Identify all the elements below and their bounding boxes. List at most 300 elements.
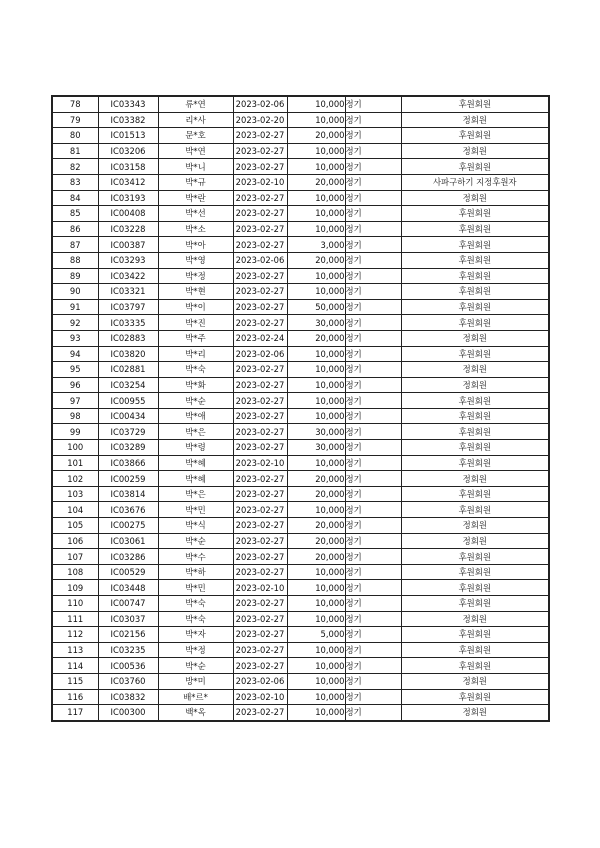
payment-date-cell: 2023-02-10	[233, 580, 287, 596]
amount-cell: 10,000	[287, 705, 345, 721]
row-number-cell: 110	[52, 596, 98, 612]
member-name-cell: 박*숙	[158, 596, 233, 612]
payment-date-cell: 2023-02-27	[233, 143, 287, 159]
payment-type-cell: 정기	[345, 362, 401, 378]
member-name-cell: 박*주	[158, 330, 233, 346]
payment-date-cell: 2023-02-20	[233, 112, 287, 128]
payment-date-cell: 2023-02-06	[233, 252, 287, 268]
row-number-cell: 114	[52, 658, 98, 674]
member-name-cell: 박*식	[158, 518, 233, 534]
payment-date-cell: 2023-02-27	[233, 596, 287, 612]
member-id-cell: IC00747	[98, 596, 158, 612]
member-name-cell: 박*순	[158, 533, 233, 549]
payment-date-cell: 2023-02-27	[233, 502, 287, 518]
payment-type-cell: 정기	[345, 689, 401, 705]
row-number-cell: 89	[52, 268, 98, 284]
table-row	[52, 596, 549, 612]
member-id-cell: IC00434	[98, 408, 158, 424]
row-number-cell: 104	[52, 502, 98, 518]
amount-cell: 20,000	[287, 533, 345, 549]
amount-cell: 20,000	[287, 486, 345, 502]
member-category-cell: 후원회원	[401, 206, 549, 222]
amount-cell: 30,000	[287, 315, 345, 331]
amount-cell: 10,000	[287, 673, 345, 689]
member-id-cell: IC03797	[98, 299, 158, 315]
table-row	[52, 642, 549, 658]
member-category-cell: 후원회원	[401, 284, 549, 300]
row-number-cell: 108	[52, 564, 98, 580]
member-category-cell: 후원회원	[401, 486, 549, 502]
member-name-cell: 류*연	[158, 96, 233, 112]
payment-type-cell: 정기	[345, 408, 401, 424]
payment-date-cell: 2023-02-27	[233, 705, 287, 721]
table-row	[52, 315, 549, 331]
payment-date-cell: 2023-02-27	[233, 549, 287, 565]
member-category-cell: 후원회원	[401, 424, 549, 440]
member-id-cell: IC03235	[98, 642, 158, 658]
member-category-cell: 후원회원	[401, 408, 549, 424]
payment-date-cell: 2023-02-27	[233, 424, 287, 440]
member-category-cell: 후원회원	[401, 315, 549, 331]
member-id-cell: IC03037	[98, 611, 158, 627]
member-id-cell: IC03448	[98, 580, 158, 596]
member-id-cell: IC02881	[98, 362, 158, 378]
amount-cell: 10,000	[287, 143, 345, 159]
payment-type-cell: 정기	[345, 440, 401, 456]
payment-type-cell: 정기	[345, 518, 401, 534]
row-number-cell: 95	[52, 362, 98, 378]
amount-cell: 10,000	[287, 206, 345, 222]
table-row	[52, 533, 549, 549]
payment-date-cell: 2023-02-27	[233, 440, 287, 456]
payment-type-cell: 정기	[345, 627, 401, 643]
amount-cell: 10,000	[287, 455, 345, 471]
member-id-cell: IC03412	[98, 174, 158, 190]
row-number-cell: 117	[52, 705, 98, 721]
member-id-cell: IC03293	[98, 252, 158, 268]
member-category-cell: 후원회원	[401, 221, 549, 237]
member-category-cell: 후원회원	[401, 627, 549, 643]
member-name-cell: 박*순	[158, 658, 233, 674]
amount-cell: 20,000	[287, 518, 345, 534]
member-id-cell: IC03382	[98, 112, 158, 128]
payment-type-cell: 정기	[345, 377, 401, 393]
member-category-cell: 정회원	[401, 673, 549, 689]
member-category-cell: 후원회원	[401, 642, 549, 658]
payment-type-cell: 정기	[345, 112, 401, 128]
payment-type-cell: 정기	[345, 580, 401, 596]
row-number-cell: 91	[52, 299, 98, 315]
payment-type-cell: 정기	[345, 549, 401, 565]
amount-cell: 10,000	[287, 96, 345, 112]
row-number-cell: 84	[52, 190, 98, 206]
amount-cell: 10,000	[287, 642, 345, 658]
member-category-cell: 후원회원	[401, 159, 549, 175]
amount-cell: 10,000	[287, 689, 345, 705]
table-row	[52, 424, 549, 440]
payment-date-cell: 2023-02-27	[233, 284, 287, 300]
payment-date-cell: 2023-02-27	[233, 627, 287, 643]
payment-type-cell: 정기	[345, 96, 401, 112]
payment-date-cell: 2023-02-10	[233, 689, 287, 705]
member-category-cell: 후원회원	[401, 440, 549, 456]
amount-cell: 10,000	[287, 564, 345, 580]
member-id-cell: IC00300	[98, 705, 158, 721]
member-category-cell: 후원회원	[401, 658, 549, 674]
member-category-cell: 정회원	[401, 518, 549, 534]
member-name-cell: 박*진	[158, 315, 233, 331]
member-id-cell: IC02156	[98, 627, 158, 643]
amount-cell: 10,000	[287, 580, 345, 596]
amount-cell: 5,000	[287, 627, 345, 643]
member-category-cell: 후원회원	[401, 237, 549, 253]
row-number-cell: 116	[52, 689, 98, 705]
member-category-cell: 후원회원	[401, 96, 549, 112]
row-number-cell: 88	[52, 252, 98, 268]
member-name-cell: 박*화	[158, 377, 233, 393]
member-id-cell: IC00275	[98, 518, 158, 534]
row-number-cell: 87	[52, 237, 98, 253]
payment-type-cell: 정기	[345, 424, 401, 440]
member-name-cell: 박*리	[158, 346, 233, 362]
row-number-cell: 105	[52, 518, 98, 534]
member-id-cell: IC03228	[98, 221, 158, 237]
member-category-cell: 정회원	[401, 611, 549, 627]
member-category-cell: 후원회원	[401, 689, 549, 705]
member-name-cell: 박*은	[158, 424, 233, 440]
member-name-cell: 박*이	[158, 299, 233, 315]
member-id-cell: IC00259	[98, 471, 158, 487]
row-number-cell: 100	[52, 440, 98, 456]
member-id-cell: IC01513	[98, 128, 158, 144]
table-row	[52, 190, 549, 206]
member-id-cell: IC03158	[98, 159, 158, 175]
payment-type-cell: 정기	[345, 252, 401, 268]
payment-date-cell: 2023-02-27	[233, 190, 287, 206]
donor-ledger-table	[51, 95, 550, 722]
member-name-cell: 박*아	[158, 237, 233, 253]
member-name-cell: 박*자	[158, 627, 233, 643]
payment-date-cell: 2023-02-27	[233, 377, 287, 393]
amount-cell: 10,000	[287, 611, 345, 627]
member-category-cell: 정회원	[401, 190, 549, 206]
table-row	[52, 440, 549, 456]
member-name-cell: 박*순	[158, 393, 233, 409]
member-name-cell: 박*애	[158, 408, 233, 424]
payment-date-cell: 2023-02-06	[233, 96, 287, 112]
payment-type-cell: 정기	[345, 393, 401, 409]
amount-cell: 10,000	[287, 377, 345, 393]
row-number-cell: 83	[52, 174, 98, 190]
payment-type-cell: 정기	[345, 299, 401, 315]
table-row	[52, 471, 549, 487]
table-row	[52, 362, 549, 378]
member-category-cell: 후원회원	[401, 455, 549, 471]
row-number-cell: 93	[52, 330, 98, 346]
row-number-cell: 97	[52, 393, 98, 409]
payment-type-cell: 정기	[345, 673, 401, 689]
row-number-cell: 96	[52, 377, 98, 393]
table-row	[52, 611, 549, 627]
row-number-cell: 112	[52, 627, 98, 643]
payment-type-cell: 정기	[345, 564, 401, 580]
payment-date-cell: 2023-02-27	[233, 221, 287, 237]
member-category-cell: 정회원	[401, 705, 549, 721]
table-row	[52, 128, 549, 144]
row-number-cell: 102	[52, 471, 98, 487]
payment-date-cell: 2023-02-06	[233, 346, 287, 362]
payment-type-cell: 정기	[345, 455, 401, 471]
payment-date-cell: 2023-02-27	[233, 315, 287, 331]
member-id-cell: IC03343	[98, 96, 158, 112]
payment-type-cell: 정기	[345, 611, 401, 627]
member-category-cell: 후원회원	[401, 564, 549, 580]
member-id-cell: IC00536	[98, 658, 158, 674]
member-id-cell: IC02883	[98, 330, 158, 346]
member-id-cell: IC03061	[98, 533, 158, 549]
table-row	[52, 330, 549, 346]
payment-type-cell: 정기	[345, 502, 401, 518]
member-id-cell: IC03321	[98, 284, 158, 300]
member-category-cell: 정회원	[401, 330, 549, 346]
row-number-cell: 94	[52, 346, 98, 362]
ledger-body	[52, 96, 549, 721]
member-id-cell: IC03832	[98, 689, 158, 705]
amount-cell: 10,000	[287, 362, 345, 378]
row-number-cell: 82	[52, 159, 98, 175]
payment-date-cell: 2023-02-27	[233, 564, 287, 580]
member-id-cell: IC03193	[98, 190, 158, 206]
member-category-cell: 후원회원	[401, 252, 549, 268]
row-number-cell: 80	[52, 128, 98, 144]
payment-date-cell: 2023-02-27	[233, 128, 287, 144]
row-number-cell: 115	[52, 673, 98, 689]
table-row	[52, 673, 549, 689]
amount-cell: 10,000	[287, 658, 345, 674]
member-id-cell: IC03760	[98, 673, 158, 689]
amount-cell: 10,000	[287, 190, 345, 206]
amount-cell: 10,000	[287, 346, 345, 362]
payment-date-cell: 2023-02-27	[233, 206, 287, 222]
row-number-cell: 86	[52, 221, 98, 237]
member-id-cell: IC00387	[98, 237, 158, 253]
payment-type-cell: 정기	[345, 128, 401, 144]
payment-type-cell: 정기	[345, 159, 401, 175]
amount-cell: 10,000	[287, 268, 345, 284]
table-row	[52, 206, 549, 222]
member-category-cell: 후원회원	[401, 128, 549, 144]
table-row	[52, 518, 549, 534]
member-name-cell: 박*규	[158, 174, 233, 190]
payment-type-cell: 정기	[345, 268, 401, 284]
payment-type-cell: 정기	[345, 330, 401, 346]
row-number-cell: 92	[52, 315, 98, 331]
member-id-cell: IC03422	[98, 268, 158, 284]
payment-date-cell: 2023-02-27	[233, 611, 287, 627]
payment-type-cell: 정기	[345, 705, 401, 721]
member-category-cell: 정회원	[401, 143, 549, 159]
payment-type-cell: 정기	[345, 190, 401, 206]
member-id-cell: IC03254	[98, 377, 158, 393]
payment-date-cell: 2023-02-27	[233, 658, 287, 674]
member-category-cell: 후원회원	[401, 346, 549, 362]
table-row	[52, 705, 549, 721]
row-number-cell: 113	[52, 642, 98, 658]
row-number-cell: 107	[52, 549, 98, 565]
member-category-cell: 후원회원	[401, 596, 549, 612]
table-row	[52, 393, 549, 409]
payment-type-cell: 정기	[345, 596, 401, 612]
member-id-cell: IC00408	[98, 206, 158, 222]
payment-date-cell: 2023-02-27	[233, 471, 287, 487]
payment-type-cell: 정기	[345, 533, 401, 549]
payment-type-cell: 정기	[345, 221, 401, 237]
table-row	[52, 299, 549, 315]
payment-type-cell: 정기	[345, 206, 401, 222]
member-name-cell: 박*혜	[158, 455, 233, 471]
payment-date-cell: 2023-02-27	[233, 268, 287, 284]
table-row	[52, 221, 549, 237]
amount-cell: 10,000	[287, 221, 345, 237]
table-row	[52, 486, 549, 502]
member-id-cell: IC00955	[98, 393, 158, 409]
member-category-cell: 정회원	[401, 362, 549, 378]
payment-type-cell: 정기	[345, 315, 401, 331]
table-row	[52, 284, 549, 300]
table-row	[52, 658, 549, 674]
member-name-cell: 박*민	[158, 502, 233, 518]
member-name-cell: 리*사	[158, 112, 233, 128]
member-category-cell: 정회원	[401, 377, 549, 393]
payment-date-cell: 2023-02-27	[233, 518, 287, 534]
row-number-cell: 99	[52, 424, 98, 440]
payment-type-cell: 정기	[345, 143, 401, 159]
member-category-cell: 후원회원	[401, 393, 549, 409]
member-id-cell: IC00529	[98, 564, 158, 580]
table-row	[52, 174, 549, 190]
row-number-cell: 85	[52, 206, 98, 222]
payment-date-cell: 2023-02-27	[233, 393, 287, 409]
member-id-cell: IC03820	[98, 346, 158, 362]
member-category-cell: 후원회원	[401, 580, 549, 596]
member-name-cell: 박*선	[158, 206, 233, 222]
table-row	[52, 112, 549, 128]
payment-date-cell: 2023-02-06	[233, 673, 287, 689]
payment-date-cell: 2023-02-10	[233, 455, 287, 471]
member-name-cell: 박*은	[158, 486, 233, 502]
member-id-cell: IC03206	[98, 143, 158, 159]
row-number-cell: 101	[52, 455, 98, 471]
payment-date-cell: 2023-02-27	[233, 159, 287, 175]
amount-cell: 20,000	[287, 330, 345, 346]
table-row	[52, 377, 549, 393]
amount-cell: 10,000	[287, 393, 345, 409]
payment-date-cell: 2023-02-27	[233, 299, 287, 315]
member-name-cell: 박*정	[158, 268, 233, 284]
amount-cell: 10,000	[287, 284, 345, 300]
member-id-cell: IC03676	[98, 502, 158, 518]
payment-date-cell: 2023-02-27	[233, 486, 287, 502]
amount-cell: 30,000	[287, 424, 345, 440]
member-name-cell: 박*하	[158, 564, 233, 580]
table-row	[52, 143, 549, 159]
table-row	[52, 408, 549, 424]
row-number-cell: 79	[52, 112, 98, 128]
amount-cell: 20,000	[287, 174, 345, 190]
row-number-cell: 109	[52, 580, 98, 596]
member-id-cell: IC03814	[98, 486, 158, 502]
payment-type-cell: 정기	[345, 471, 401, 487]
member-name-cell: 박*혜	[158, 471, 233, 487]
payment-date-cell: 2023-02-27	[233, 408, 287, 424]
table-row	[52, 252, 549, 268]
table-row	[52, 627, 549, 643]
member-category-cell: 정회원	[401, 112, 549, 128]
payment-type-cell: 정기	[345, 642, 401, 658]
table-row	[52, 580, 549, 596]
amount-cell: 10,000	[287, 112, 345, 128]
member-id-cell: IC03286	[98, 549, 158, 565]
payment-date-cell: 2023-02-27	[233, 237, 287, 253]
payment-type-cell: 정기	[345, 237, 401, 253]
member-name-cell: 배*르*	[158, 689, 233, 705]
row-number-cell: 90	[52, 284, 98, 300]
amount-cell: 10,000	[287, 408, 345, 424]
member-name-cell: 박*정	[158, 642, 233, 658]
payment-date-cell: 2023-02-24	[233, 330, 287, 346]
member-category-cell: 정회원	[401, 533, 549, 549]
amount-cell: 20,000	[287, 252, 345, 268]
table-row	[52, 689, 549, 705]
payment-type-cell: 정기	[345, 658, 401, 674]
payment-type-cell: 정기	[345, 346, 401, 362]
table-row	[52, 502, 549, 518]
member-name-cell: 박*현	[158, 284, 233, 300]
member-id-cell: IC03866	[98, 455, 158, 471]
member-name-cell: 방*미	[158, 673, 233, 689]
member-name-cell: 박*민	[158, 580, 233, 596]
member-name-cell: 박*란	[158, 190, 233, 206]
amount-cell: 20,000	[287, 128, 345, 144]
row-number-cell: 78	[52, 96, 98, 112]
payment-date-cell: 2023-02-10	[233, 174, 287, 190]
amount-cell: 50,000	[287, 299, 345, 315]
amount-cell: 10,000	[287, 596, 345, 612]
member-category-cell: 후원회원	[401, 549, 549, 565]
table-row	[52, 346, 549, 362]
payment-type-cell: 정기	[345, 486, 401, 502]
table-row	[52, 564, 549, 580]
row-number-cell: 81	[52, 143, 98, 159]
table-row	[52, 455, 549, 471]
member-id-cell: IC03335	[98, 315, 158, 331]
member-category-cell: 후원회원	[401, 502, 549, 518]
row-number-cell: 103	[52, 486, 98, 502]
member-name-cell: 박*니	[158, 159, 233, 175]
member-category-cell: 후원회원	[401, 299, 549, 315]
member-name-cell: 박*연	[158, 143, 233, 159]
member-name-cell: 박*소	[158, 221, 233, 237]
table-row	[52, 96, 549, 112]
member-category-cell: 정회원	[401, 471, 549, 487]
payment-date-cell: 2023-02-27	[233, 533, 287, 549]
payment-type-cell: 정기	[345, 174, 401, 190]
member-id-cell: IC03729	[98, 424, 158, 440]
member-name-cell: 박*령	[158, 440, 233, 456]
member-id-cell: IC03289	[98, 440, 158, 456]
amount-cell: 20,000	[287, 471, 345, 487]
table-row	[52, 159, 549, 175]
